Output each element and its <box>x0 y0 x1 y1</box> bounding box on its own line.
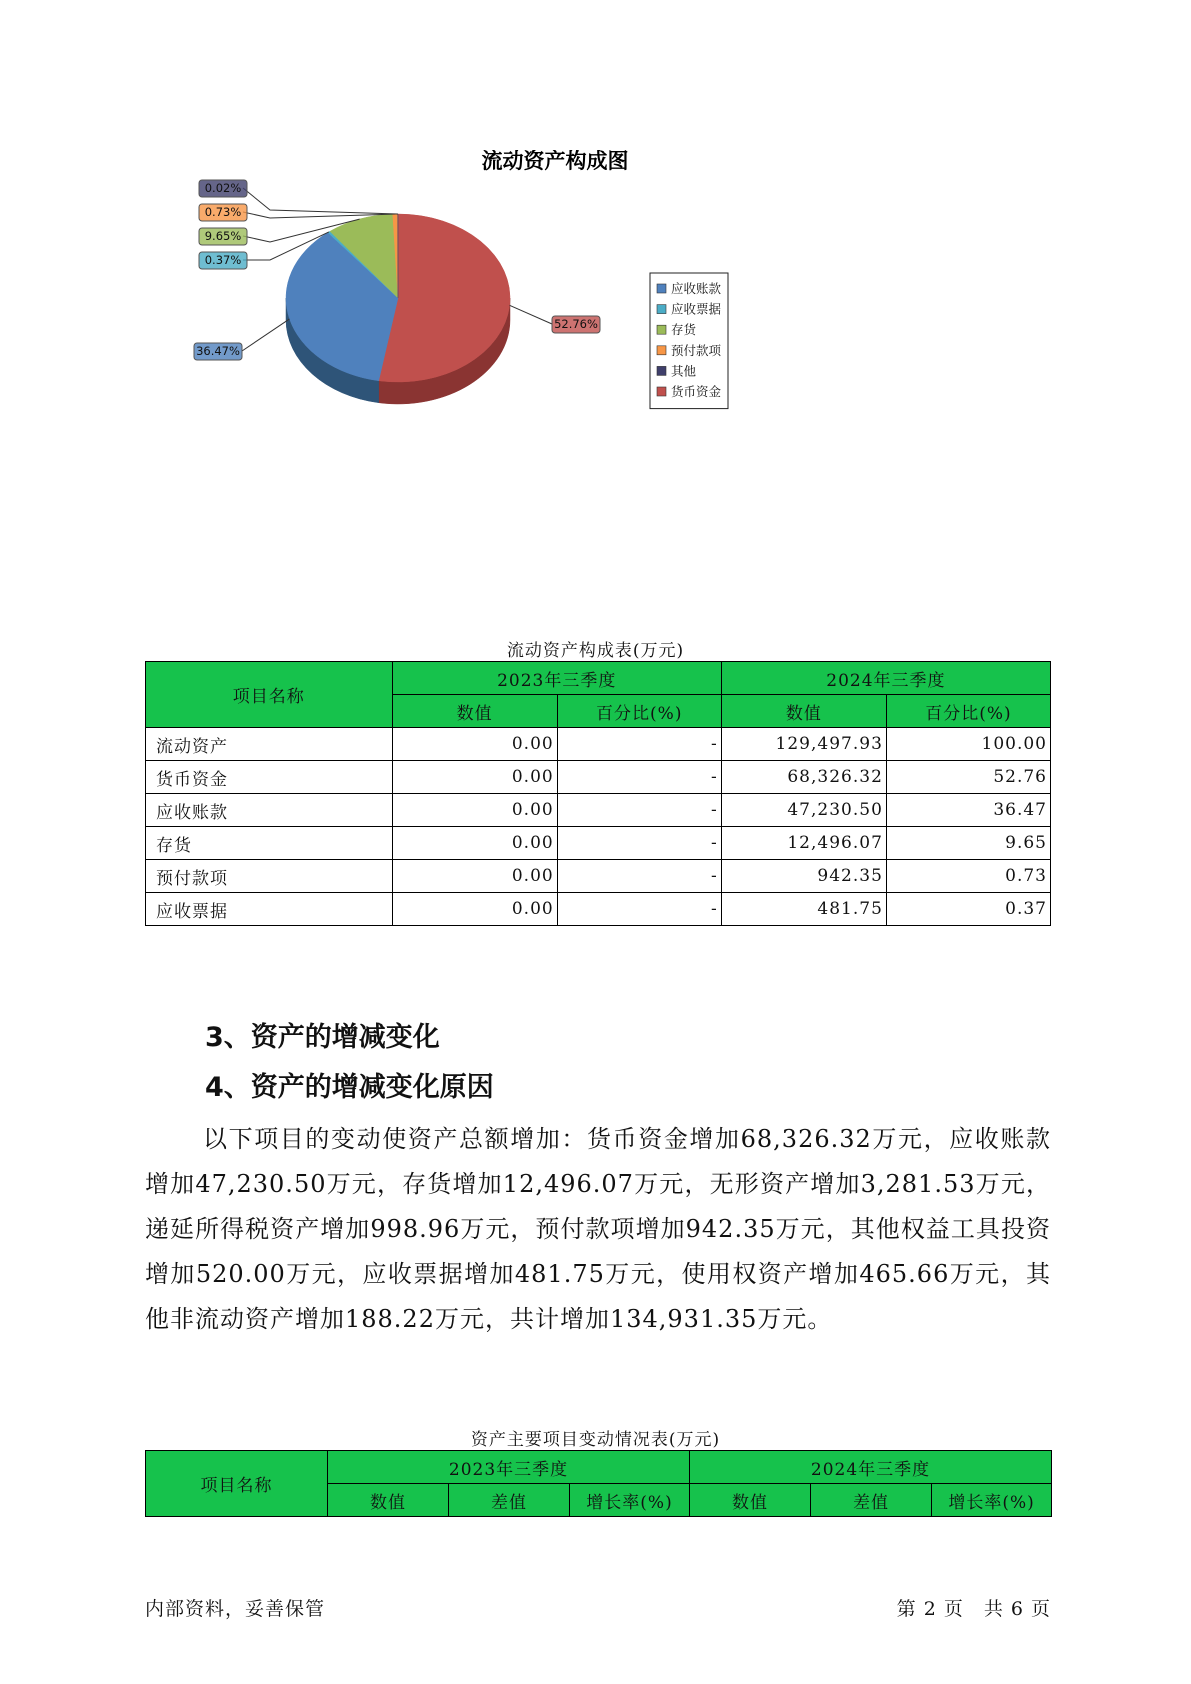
section-heading-3: 3、资产的增减变化 <box>205 1022 440 1053</box>
row-pct-2024: 100.00 <box>886 728 1050 761</box>
row-name: 应收账款 <box>146 794 393 827</box>
table2-caption: 资产主要项目变动情况表(万元) <box>470 1430 721 1450</box>
row-value-2024: 12,496.07 <box>721 827 886 860</box>
pct-label-应收账款: 36.47% <box>196 344 240 358</box>
row-pct-2023: - <box>557 794 721 827</box>
table2-name-header: 项目名称 <box>146 1451 328 1517</box>
table-row <box>146 794 1051 827</box>
pct-label-预付款项: 0.73% <box>204 205 242 219</box>
row-value-2023: 0.00 <box>392 860 557 893</box>
row-pct-2023: - <box>557 893 721 926</box>
leader-line-货币资金 <box>510 305 552 324</box>
legend-item-预付款项: 预付款项 <box>671 342 722 358</box>
legend-item-其他: 其他 <box>671 363 697 379</box>
row-pct-2024: 0.73 <box>886 860 1050 893</box>
row-value-2023: 0.00 <box>392 893 557 926</box>
table1-p1-pct-header: 百分比(%) <box>557 695 721 728</box>
legend-swatch-预付款项 <box>657 346 666 355</box>
footer-confidential-note: 内部资料，妥善保管 <box>145 1598 326 1620</box>
row-pct-2024: 0.37 <box>886 893 1050 926</box>
row-value-2024: 129,497.93 <box>721 728 886 761</box>
row-name: 应收票据 <box>146 893 393 926</box>
footer-page-number: 第 2 页 共 6 页 <box>896 1598 1051 1620</box>
row-pct-2023: - <box>557 827 721 860</box>
row-pct-2024: 52.76 <box>886 761 1050 794</box>
pct-label-存货: 9.65% <box>204 229 242 243</box>
table2-p2-growth-header: 增长率(%) <box>932 1484 1052 1517</box>
current-assets-table <box>145 661 1051 926</box>
row-value-2023: 0.00 <box>392 728 557 761</box>
legend-item-应收票据: 应收票据 <box>671 301 722 317</box>
leader-line-其他 <box>243 188 398 214</box>
table2-period1-header: 2023年三季度 <box>328 1451 690 1484</box>
row-name: 存货 <box>146 827 393 860</box>
table2-p1-diff-header: 差值 <box>449 1484 570 1517</box>
chart-title: 流动资产构成图 <box>481 150 629 173</box>
pct-label-货币资金: 52.76% <box>554 317 598 331</box>
row-value-2023: 0.00 <box>392 794 557 827</box>
table2-p2-diff-header: 差值 <box>811 1484 932 1517</box>
row-pct-2023: - <box>557 860 721 893</box>
row-value-2024: 942.35 <box>721 860 886 893</box>
row-name: 货币资金 <box>146 761 393 794</box>
row-name: 流动资产 <box>146 728 393 761</box>
table-row <box>146 827 1051 860</box>
asset-change-table <box>145 1450 1052 1517</box>
row-value-2023: 0.00 <box>392 827 557 860</box>
current-assets-pie-chart <box>190 150 810 470</box>
legend-swatch-货币资金 <box>657 387 666 396</box>
legend-item-存货: 存货 <box>671 322 697 338</box>
row-value-2024: 47,230.50 <box>721 794 886 827</box>
table2-p1-growth-header: 增长率(%) <box>570 1484 690 1517</box>
legend-swatch-应收票据 <box>657 305 666 314</box>
legend-item-货币资金: 货币资金 <box>671 384 722 399</box>
leader-line-应收账款 <box>242 319 290 351</box>
table1-period2-header: 2024年三季度 <box>721 662 1050 695</box>
row-pct-2024: 36.47 <box>886 794 1050 827</box>
row-value-2023: 0.00 <box>392 761 557 794</box>
table1-period1-header: 2023年三季度 <box>392 662 721 695</box>
legend-swatch-存货 <box>657 325 666 334</box>
pct-label-应收票据: 0.37% <box>204 253 242 267</box>
table-row <box>146 761 1051 794</box>
table1-p2-value-header: 数值 <box>721 695 886 728</box>
table1-caption: 流动资产构成表(万元) <box>506 641 685 661</box>
table1-p2-pct-header: 百分比(%) <box>886 695 1050 728</box>
row-value-2024: 68,326.32 <box>721 761 886 794</box>
table2-p1-value-header: 数值 <box>328 1484 449 1517</box>
change-reason-paragraph: 以下项目的变动使资产总额增加：货币资金增加68,326.32万元，应收账款增加47,230.50万元，存货增加12,496.07万元，无形资产增加3,281.53万元，递延所得税资产增加998.96万元，预付款项增加942.35万元，其他权益工具投资增加520.00万元，应收票据增加481.75万元，使用权资产增加465.66万元，其他非流动资产增加188.22万元，共计增加134,931.35万元。 <box>145 1125 1051 1333</box>
row-value-2024: 481.75 <box>721 893 886 926</box>
table-row <box>146 860 1051 893</box>
table2-period2-header: 2024年三季度 <box>690 1451 1052 1484</box>
legend-swatch-应收账款 <box>657 284 666 293</box>
table1-name-header: 项目名称 <box>146 662 393 728</box>
table1-p1-value-header: 数值 <box>392 695 557 728</box>
legend-swatch-其他 <box>657 366 666 375</box>
row-pct-2024: 9.65 <box>886 827 1050 860</box>
section-heading-4: 4、资产的增减变化原因 <box>205 1072 494 1103</box>
legend-item-应收账款: 应收账款 <box>671 281 722 296</box>
table-row <box>146 728 1051 761</box>
pct-label-其他: 0.02% <box>204 181 242 195</box>
pie-chart-svg <box>190 150 810 470</box>
row-pct-2023: - <box>557 761 721 794</box>
row-name: 预付款项 <box>146 860 393 893</box>
table-row <box>146 893 1051 926</box>
row-pct-2023: - <box>557 728 721 761</box>
table2-p2-value-header: 数值 <box>690 1484 811 1517</box>
